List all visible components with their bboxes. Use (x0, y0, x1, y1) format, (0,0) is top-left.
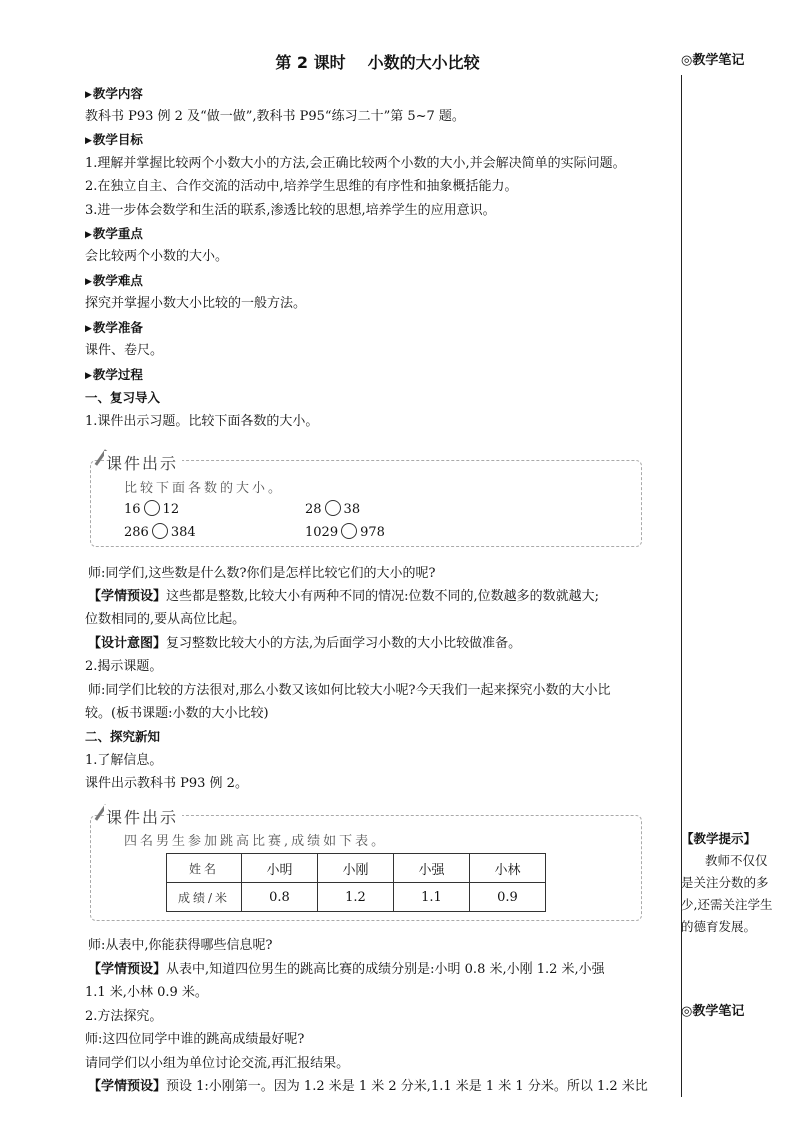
tip-line: 教师不仅仅 (705, 853, 768, 868)
table-cell: 小强 (394, 854, 470, 883)
student-preset-2-cont: 1.1 米,小林 0.9 米。 (85, 985, 208, 1000)
blank-circle-icon (152, 523, 168, 539)
teacher-question-3: 师:从表中,你能获得哪些信息呢? (88, 938, 273, 953)
compare-item: 16 12 (124, 502, 180, 517)
step-1-1: 1.课件出示习题。比较下面各数的大小。 (85, 414, 319, 429)
table-row (167, 854, 546, 883)
heading-key-point: ▶教学重点 (85, 226, 143, 241)
teacher-question-1: 师:同学们,这些数是什么数?你们是怎样比较它们的大小的呢? (88, 566, 436, 581)
tip-line: 的德育发展。 (681, 919, 757, 934)
heading-difficulty: ▶教学难点 (85, 273, 143, 288)
preparation-text: 课件、卷尺。 (85, 343, 164, 358)
tip-line: 是关注分数的多 (681, 875, 769, 890)
compare-item: 28 38 (305, 502, 361, 517)
teacher-question-2: 师:同学们比较的方法很对,那么小数又该如何比较大小呢?今天我们一起来探究小数的大小比 (88, 683, 611, 698)
teacher-question-2-cont: 较。(板书课题:小数的大小比较) (85, 706, 269, 721)
table-cell: 0.9 (470, 883, 546, 912)
compare-item: 1029 978 (305, 525, 385, 540)
content-text: 教科书 P93 例 2 及“做一做”,教科书 P95“练习二十”第 5~7 题。 (85, 109, 465, 124)
step-2-1-text: 课件出示教科书 P93 例 2。 (85, 776, 248, 791)
table-cell: 小林 (470, 854, 546, 883)
section-review: 一、复习导入 (85, 390, 161, 405)
step-1-2: 2.揭示课题。 (85, 659, 163, 674)
table-cell: 0.8 (242, 883, 318, 912)
blank-circle-icon (341, 523, 357, 539)
difficulty-text: 探究并掌握小数大小比较的一般方法。 (85, 296, 307, 311)
goal-2: 2.在独立自主、合作交流的活动中,培养学生思维的有序性和抽象概括能力。 (85, 179, 518, 194)
goal-1: 1.理解并掌握比较两个小数大小的方法,会正确比较两个小数的大小,并会解决简单的实际问题。 (85, 156, 626, 171)
table-cell: 1.1 (394, 883, 470, 912)
table-cell: 1.2 (318, 883, 394, 912)
notes-heading-top: ◎教学笔记 (681, 53, 745, 68)
box-prompt: 比较下面各数的大小。 (124, 481, 285, 496)
table-header: 成绩/米 (167, 883, 242, 912)
notes-column-divider (681, 75, 682, 1097)
score-table (166, 853, 546, 912)
student-preset-1-cont: 位数相同的,要从高位比起。 (85, 612, 246, 627)
table-cell: 小明 (242, 854, 318, 883)
blank-circle-icon (144, 500, 160, 516)
blank-circle-icon (325, 500, 341, 516)
heading-content: ▶教学内容 (85, 86, 143, 101)
table-header: 姓名 (167, 854, 242, 883)
table-row (167, 883, 546, 912)
student-preset-3: 【学情预设】预设 1:小刚第一。因为 1.2 米是 1 米 2 分米,1.1 米是 1 米 1 分米。所以 1.2 米比 (88, 1079, 648, 1094)
compare-item: 286 384 (124, 525, 196, 540)
step-2-2: 2.方法探究。 (85, 1009, 163, 1024)
design-intent-1: 【设计意图】复习整数比较大小的方法,为后面学习小数的大小比较做准备。 (88, 636, 522, 651)
heading-process: ▶教学过程 (85, 367, 143, 382)
box-prompt: 四名男生参加跳高比赛,成绩如下表。 (124, 834, 388, 849)
teacher-question-4: 师:这四位同学中谁的跳高成绩最好呢? (85, 1032, 305, 1047)
section-explore: 二、探究新知 (85, 729, 161, 744)
teaching-tip (681, 828, 781, 938)
courseware-label: 课件出示 (104, 805, 182, 828)
table-cell: 小刚 (318, 854, 394, 883)
lesson-topic: 小数的大小比较 (367, 53, 480, 72)
courseware-label: 课件出示 (104, 451, 182, 474)
notes-heading-bottom: ◎教学笔记 (681, 1004, 745, 1019)
student-preset-1: 【学情预设】这些都是整数,比较大小有两种不同的情况:位数不同的,位数越多的数就越大; (88, 589, 600, 604)
page-title (85, 50, 670, 73)
lesson-number: 第 2 课时 (275, 53, 346, 72)
heading-preparation: ▶教学准备 (85, 320, 143, 335)
tip-line: 少,还需关注学生 (681, 897, 773, 912)
step-2-1: 1.了解信息。 (85, 753, 163, 768)
step-2-2-text: 请同学们以小组为单位讨论交流,再汇报结果。 (85, 1056, 350, 1071)
student-preset-2: 【学情预设】从表中,知道四位男生的跳高比赛的成绩分别是:小明 0.8 米,小刚 1.2 米,小强 (88, 962, 605, 977)
tip-title: 【教学提示】 (681, 831, 757, 846)
key-point-text: 会比较两个小数的大小。 (85, 249, 229, 264)
heading-goals: ▶教学目标 (85, 132, 143, 147)
goal-3: 3.进一步体会数学和生活的联系,渗透比较的思想,培养学生的应用意识。 (85, 203, 496, 218)
